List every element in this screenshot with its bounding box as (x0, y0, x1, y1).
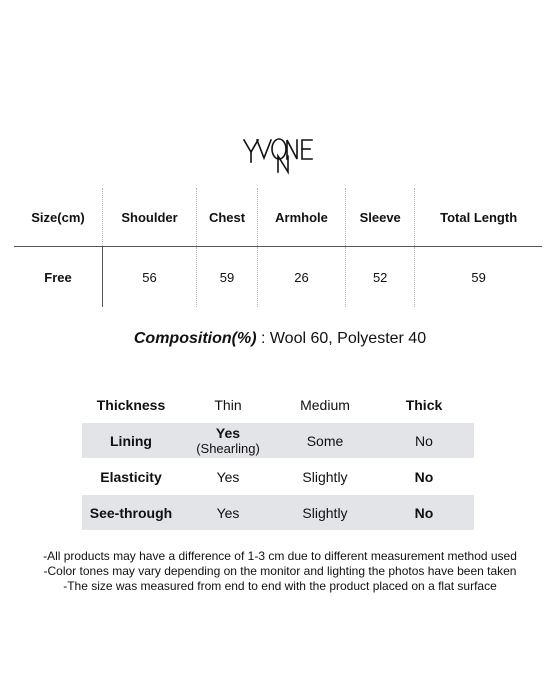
row-label: Thickness (96, 396, 166, 413)
option-no: No (374, 423, 474, 458)
option-slightly: Slightly (302, 468, 348, 485)
header-chest: Chest (197, 188, 258, 247)
option-yes: Yes (180, 495, 276, 530)
armhole-value: 26 (257, 247, 345, 308)
option-medium: Medium (300, 396, 350, 413)
chest-value: 59 (197, 247, 258, 308)
note-line: -All products may have a difference of 1-3 cm due to different measurement method used (43, 549, 517, 563)
option-no-selected: No (374, 495, 474, 530)
header-size: Size(cm) (14, 188, 103, 247)
option-yes-subtext: (Shearling) (196, 441, 260, 456)
sleeve-value: 52 (346, 247, 415, 308)
option-yes-text: Yes (215, 425, 241, 441)
header-total-length: Total Length (415, 188, 542, 247)
option-yes-selected (180, 423, 276, 458)
size-value: Free (44, 269, 72, 285)
row-label: Elasticity (100, 468, 162, 485)
row-label: Lining (82, 423, 180, 458)
note-line: -Color tones may vary depending on the monitor and lighting the photos have been taken (43, 564, 517, 578)
composition-line (0, 330, 560, 348)
composition-label: Composition(%) (133, 330, 257, 347)
fabric-row-see-through (82, 495, 474, 530)
shoulder-value: 56 (103, 247, 197, 308)
note-line: -The size was measured from end to end with the product placed on a flat surface (63, 579, 497, 593)
brand-logo (0, 128, 560, 176)
row-label: See-through (82, 495, 180, 530)
size-table (14, 188, 542, 307)
fabric-row-elasticity (82, 460, 474, 493)
header-shoulder: Shoulder (103, 188, 197, 247)
option-no-selected: No (414, 468, 434, 485)
header-sleeve: Sleeve (346, 188, 415, 247)
header-armhole: Armhole (257, 188, 345, 247)
option-slightly: Slightly (276, 495, 374, 530)
fabric-feel-table (82, 386, 474, 532)
option-yes: Yes (216, 468, 240, 485)
fabric-row-thickness (82, 388, 474, 421)
option-thin: Thin (214, 396, 242, 413)
composition-text: : Wool 60, Polyester 40 (256, 330, 427, 347)
fabric-row-lining (82, 423, 474, 458)
option-thick-selected: Thick (405, 396, 443, 413)
option-some: Some (276, 423, 374, 458)
yvonne-monogram-logo (240, 128, 320, 176)
table-row (14, 247, 542, 308)
size-table-header (14, 188, 542, 247)
total-length-value: 59 (415, 247, 542, 308)
disclaimer-notes (0, 549, 560, 594)
